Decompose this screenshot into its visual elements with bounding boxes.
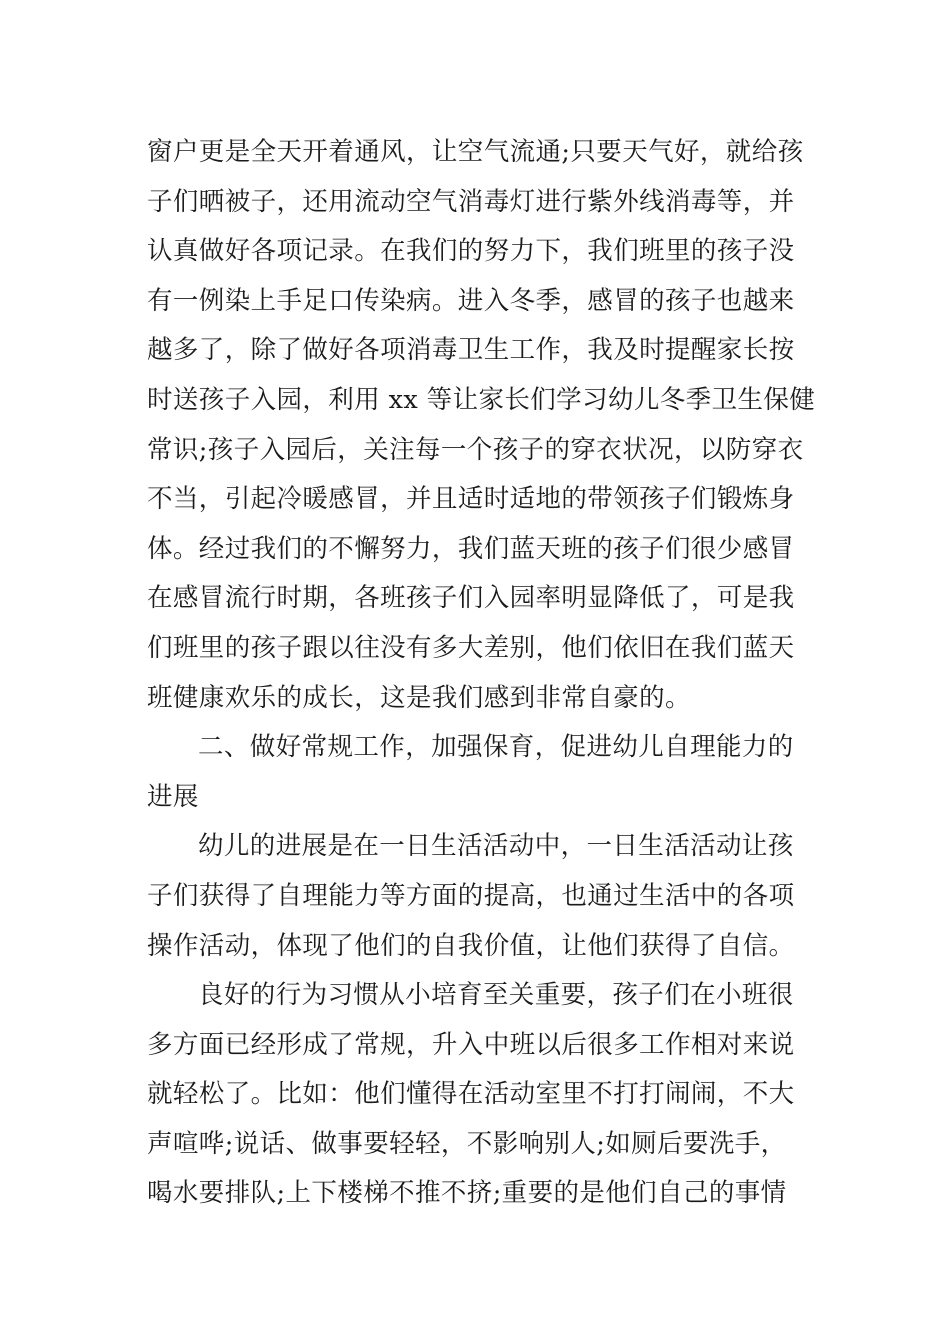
text-line: 常识;孩子入园后，关注每一个孩子的穿衣状况，以防穿衣	[147, 434, 804, 465]
paragraph-start: 幼儿的进展是在一日生活活动中，一日生活活动让孩	[198, 831, 794, 862]
text-line: 在感冒流行时期，各班孩子们入园率明显降低了，可是我	[147, 583, 795, 614]
text-line: 窗户更是全天开着通风，让空气流通;只要天气好，就给孩	[147, 137, 804, 167]
text-line: 们班里的孩子跟以往没有多大差别，他们依旧在我们蓝天	[147, 632, 795, 663]
text-line: 有一例染上手足口传染病。进入冬季，感冒的孩子也越来	[147, 285, 795, 316]
section-heading: 二、做好常规工作，加强保育，促进幼儿自理能力的	[198, 732, 794, 763]
text-line: 子们获得了自理能力等方面的提高，也通过生活中的各项	[147, 880, 795, 911]
body-text	[147, 128, 817, 1219]
text-line: 声喧哗;说话、做事要轻轻，不影响别人;如厕后要洗手，	[147, 1128, 787, 1159]
section-heading-continued: 进展	[147, 781, 199, 812]
text-line: 喝水要排队;上下楼梯不推不挤;重要的是他们自己的事情	[147, 1178, 787, 1209]
text-line: 操作活动，体现了他们的自我价值，让他们获得了自信。	[147, 930, 795, 961]
text-line: 子们晒被子，还用流动空气消毒灯进行紫外线消毒等，并	[147, 186, 795, 217]
paragraph-start: 良好的行为习惯从小培育至关重要，孩子们在小班很	[198, 980, 794, 1011]
text-line: 就轻松了。比如：他们懂得在活动室里不打打闹闹，不大	[147, 1079, 795, 1110]
text-line: 认真做好各项记录。在我们的努力下，我们班里的孩子没	[147, 236, 795, 267]
text-line: 时送孩子入园，利用 xx 等让家长们学习幼儿冬季卫生保健	[147, 384, 816, 415]
text-line: 班健康欢乐的成长，这是我们感到非常自豪的。	[147, 682, 691, 713]
text-line: 多方面已经形成了常规，升入中班以后很多工作相对来说	[147, 1029, 795, 1060]
text-line: 不当，引起冷暖感冒，并且适时适地的带领孩子们锻炼身	[147, 484, 795, 515]
text-line: 体。经过我们的不懈努力，我们蓝天班的孩子们很少感冒	[147, 533, 795, 564]
text-line: 越多了，除了做好各项消毒卫生工作，我及时提醒家长按	[147, 335, 795, 366]
